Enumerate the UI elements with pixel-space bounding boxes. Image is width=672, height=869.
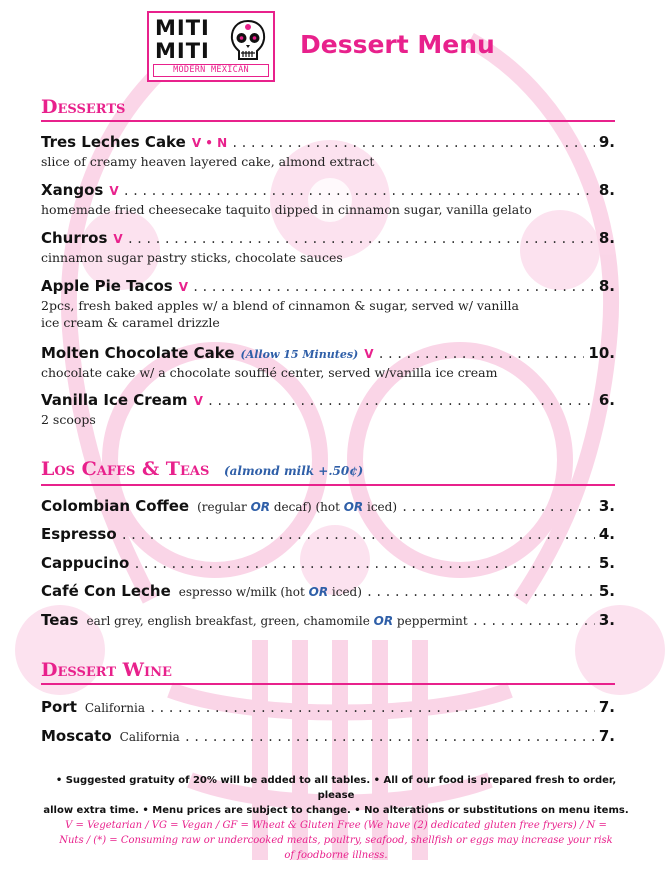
item-detail: (regular OR decaf) (hot OR iced) <box>197 500 398 514</box>
dot-leader <box>149 701 595 715</box>
item-name: Colombian Coffee <box>41 497 190 515</box>
item-name: Apple Pie Tacos <box>41 277 173 295</box>
brand-logo <box>147 11 275 82</box>
dot-leader <box>401 500 595 514</box>
item-description: cinnamon sugar pastry sticks, chocolate sauces <box>41 250 343 265</box>
menu-item <box>41 554 615 572</box>
item-name: Molten Chocolate Cake <box>41 344 235 362</box>
diet-tag: V <box>113 232 123 246</box>
item-name: Moscato <box>41 727 112 745</box>
item-name: Churros <box>41 229 108 247</box>
almond-milk-note: (almond milk +.50¢) <box>223 464 364 478</box>
item-detail: California <box>119 730 180 744</box>
dot-leader <box>127 232 595 246</box>
item-name: Café Con Leche <box>41 582 171 600</box>
item-name: Cappucino <box>41 554 130 572</box>
item-description: 2pcs, fresh baked apples w/ a blend of cinnamon & sugar, served w/ vanilla <box>41 298 519 313</box>
menu-item <box>41 582 615 600</box>
menu-item <box>41 698 615 716</box>
item-price: 3. <box>598 611 615 629</box>
dot-leader <box>123 184 595 198</box>
dot-leader <box>133 557 595 571</box>
item-price: 4. <box>598 525 615 543</box>
diet-tag: V <box>364 347 374 361</box>
item-description: 2 scoops <box>41 412 96 427</box>
item-name: Tres Leches Cake <box>41 133 186 151</box>
item-price: 8. <box>598 229 615 247</box>
dot-leader <box>184 730 595 744</box>
dot-leader <box>366 585 595 599</box>
menu-item <box>41 344 615 381</box>
menu-item <box>41 391 615 428</box>
diet-tag: V <box>109 184 119 198</box>
item-detail: California <box>84 701 146 715</box>
menu-item <box>41 133 615 170</box>
item-description: slice of creamy heaven layered cake, almond extract <box>41 154 375 169</box>
section-title: Los Cafes & Teas <box>41 458 210 480</box>
item-price: 10. <box>588 344 615 362</box>
menu-item <box>41 181 615 218</box>
menu-item <box>41 229 615 266</box>
item-name: Vanilla Ice Cream <box>41 391 188 409</box>
menu-item <box>41 277 615 331</box>
item-price: 5. <box>598 554 615 572</box>
item-price: 6. <box>598 391 615 409</box>
footer-legend-line: Nuts / (*) = Consuming raw or undercooked meats, poultry, seafood, shellfish or eggs may increase your risk <box>59 835 613 846</box>
menu-item <box>41 525 615 543</box>
item-name: Xangos <box>41 181 104 199</box>
item-price: 3. <box>598 497 615 515</box>
diet-tag: V • N <box>191 136 228 150</box>
dot-leader <box>378 347 585 361</box>
diet-tag: V <box>178 280 188 294</box>
item-price: 8. <box>598 181 615 199</box>
item-detail: earl grey, english breakfast, green, chamomile OR peppermint <box>86 614 468 628</box>
footer-policy-line: allow extra time. • Menu prices are subject to change. • No alterations or substitutions on menu items. <box>43 805 629 816</box>
section-heading-wine <box>41 659 615 685</box>
section-heading-desserts <box>41 96 615 122</box>
section-heading-cafes <box>41 458 615 486</box>
item-name: Teas <box>41 611 79 629</box>
dot-leader <box>121 528 595 542</box>
dot-leader <box>472 614 595 628</box>
diet-tag: V <box>193 394 203 408</box>
footer-notes <box>36 773 636 863</box>
item-price: 8. <box>598 277 615 295</box>
dot-leader <box>231 136 595 150</box>
menu-item <box>41 611 615 629</box>
footer-legend-line: V = Vegetarian / VG = Vegan / GF = Wheat & Gluten Free (We have (2) dedicated gluten free fryers) / N = <box>65 820 607 831</box>
item-price: 9. <box>598 133 615 151</box>
dot-leader <box>192 280 595 294</box>
logo-word: MITI <box>155 16 210 40</box>
page-title: Dessert Menu <box>300 30 495 59</box>
logo-tagline: MODERN MEXICAN <box>153 64 269 77</box>
dot-leader <box>207 394 595 408</box>
item-name: Port <box>41 698 77 716</box>
section-title: Dessert Wine <box>41 659 172 681</box>
allow-time-note: (Allow 15 Minutes) <box>240 348 359 361</box>
logo-word: MITI <box>155 39 210 63</box>
section-title: Desserts <box>41 96 126 118</box>
menu-item <box>41 497 615 515</box>
footer-policy-line: • Suggested gratuity of 20% will be added to all tables. • All of our food is prepared fresh to order, please <box>55 775 617 801</box>
menu-item <box>41 727 615 745</box>
footer-legend-line: of foodborne illness. <box>284 850 388 861</box>
item-description: homemade fried cheesecake taquito dipped in cinnamon sugar, vanilla gelato <box>41 202 532 217</box>
skull-icon <box>229 19 267 61</box>
item-description: chocolate cake w/ a chocolate soufflé center, served w/vanilla ice cream <box>41 365 498 380</box>
item-price: 7. <box>598 698 615 716</box>
item-price: 7. <box>598 727 615 745</box>
item-detail: espresso w/milk (hot OR iced) <box>178 585 362 599</box>
item-description: ice cream & caramel drizzle <box>41 315 220 330</box>
item-price: 5. <box>598 582 615 600</box>
item-name: Espresso <box>41 525 117 543</box>
